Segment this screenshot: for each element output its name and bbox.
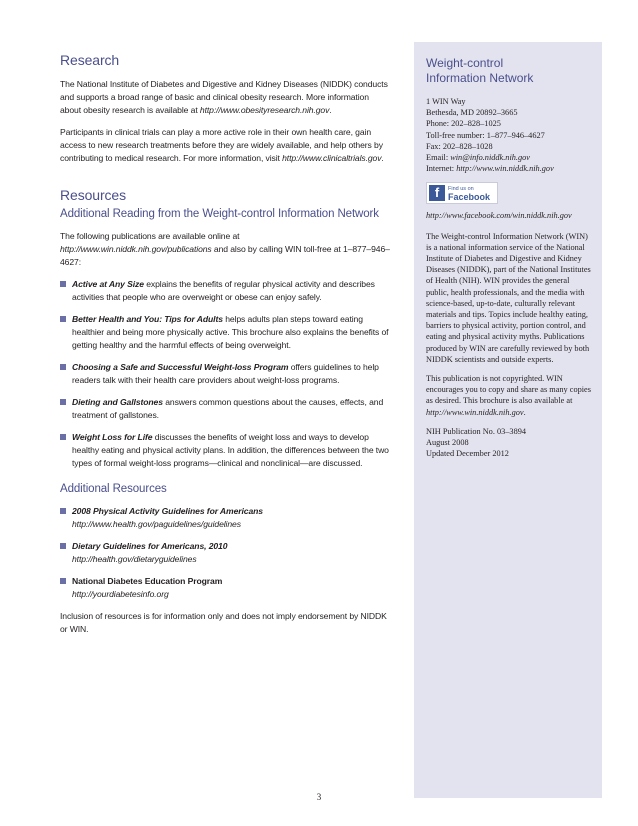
publications-link[interactable]: http://www.win.niddk.nih.gov/publications (60, 244, 212, 254)
facebook-link[interactable]: http://www.facebook.com/win.niddk.nih.gov (426, 211, 572, 221)
disclaimer: Inclusion of resources is for information only and does not imply endorsement by NIDDK or WIN. (60, 611, 387, 634)
list-item-physical-activity-guidelines: 2008 Physical Activity Guidelines for Americans http://www.health.gov/paguidelines/guidelines (60, 505, 390, 531)
bullet-square-icon (60, 543, 66, 549)
paguidelines-link[interactable]: http://www.health.gov/paguidelines/guidelines (72, 519, 241, 529)
email-link[interactable]: win@info.niddk.nih.gov (450, 153, 530, 163)
bullet-square-icon (60, 399, 66, 405)
main-column (60, 52, 390, 645)
win-about: The Weight-control Information Network (WIN) is a national information service of the National Institute of Diabetes and Digestive and Kidney Diseases (NIDDK), part of the National Institutes of Health (NIH). WIN provides the general public, health professionals, and the media with science-based, up-to-date, culturally relevant materials and tips. Topics include healthy eating, barriers to physical activity, portion control, and eating and physical activity myths. Publications produced by WIN are carefully reviewed by both NIDDK scientists and outside experts. (426, 231, 591, 364)
facebook-icon: f (429, 185, 445, 201)
bullet-square-icon (60, 578, 66, 584)
win-website-link-2[interactable]: http://www.win.niddk.nih.gov (426, 407, 524, 417)
yourdiabetesinfo-link[interactable]: http://yourdiabetesinfo.org (72, 589, 169, 599)
additional-resources-heading: Additional Resources (60, 483, 167, 495)
list-item-dieting-gallstones: Dieting and Gallstones answers common questions about the causes, effects, and treatment of gallstones. (60, 396, 390, 422)
list-item-active-at-any-size: Active at Any Size explains the benefits of regular physical activity and describes activities that people who are overweight or obese can enjoy safely. (60, 278, 390, 304)
list-item-weight-loss-for-life: Weight Loss for Life discusses the benefits of weight loss and ways to develop healthy eating and physical activity plans. In addition, the differences between the two types of formal weight-loss programs—clinical and nonclinical—are discussed. (60, 431, 390, 470)
win-sidebar (414, 42, 602, 798)
bullet-square-icon (60, 434, 66, 440)
publication-info: NIH Publication No. 03–3894 August 2008 Updated December 2012 (426, 426, 527, 459)
additional-reading-heading: Additional Reading from the Weight-control Information Network (60, 208, 379, 220)
bullet-square-icon (60, 281, 66, 287)
resources-heading: Resources (60, 187, 127, 203)
dietary-guidelines-link[interactable]: http://health.gov/dietaryguidelines (72, 554, 197, 564)
bullet-square-icon (60, 316, 66, 322)
bullet-square-icon (60, 364, 66, 370)
facebook-badge[interactable]: f Find us on Facebook (426, 182, 498, 204)
page-number: 3 (316, 792, 322, 802)
contact-block: 1 WIN Way Bethesda, MD 20892–3665 Phone: 202–828–1025 Toll-free number: 1–877–946–4627 Fax: 202–828–1028 Email: win@info.niddk.nih.gov Internet: http://www.win.niddk.nih.gov (426, 97, 554, 174)
sidebar-title: Weight-control Information Network (426, 56, 534, 85)
copyright-note: This publication is not copyrighted. WIN encourages you to copy and share as many copies as desired. This brochure is also available at http://www.win.niddk.nih.gov. (426, 374, 591, 417)
research-paragraph-2: Participants in clinical trials can play a more active role in their own health care, gain access to new research treatments before they are widely available, and help others by contributing to medical research. For more information, visit http://www.clinicaltrials.gov. (60, 127, 384, 163)
obesity-research-link[interactable]: http://www.obesityresearch.nih.gov (199, 105, 330, 115)
resources-intro: The following publications are available online at http://www.win.niddk.nih.gov/publications and also by calling WIN toll-free at 1–877–946–4627: (60, 231, 390, 267)
research-paragraph-1: The National Institute of Diabetes and Digestive and Kidney Diseases (NIDDK) conducts and supports a broad range of basic and clinical obesity research. More information about obesity research is available at http://www.obesityresearch.nih.gov. (60, 79, 388, 115)
clinical-trials-link[interactable]: http://www.clinicaltrials.gov (282, 153, 382, 163)
list-item-weight-loss-program: Choosing a Safe and Successful Weight-loss Program offers guidelines to help readers talk with their health care providers about weight-loss programs. (60, 361, 390, 387)
win-website-link[interactable]: http://www.win.niddk.nih.gov (456, 164, 554, 174)
bullet-square-icon (60, 508, 66, 514)
list-item-dietary-guidelines: Dietary Guidelines for Americans, 2010 http://health.gov/dietaryguidelines (60, 540, 390, 566)
research-heading: Research (60, 52, 120, 68)
list-item-ndep: National Diabetes Education Program http://yourdiabetesinfo.org (60, 575, 390, 601)
list-item-better-health: Better Health and You: Tips for Adults helps adults plan steps toward eating healthier and being more physically active. This brochure also explains the benefits of getting healthy and the harmful effects of being overweight. (60, 313, 390, 352)
